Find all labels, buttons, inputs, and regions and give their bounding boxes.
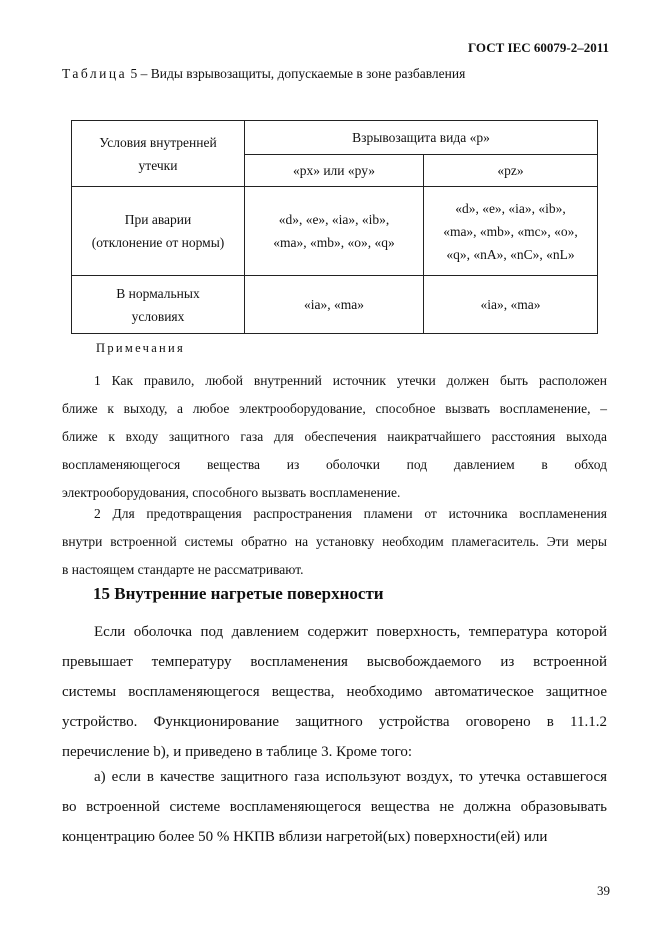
cell-px: «ia», «ma»: [245, 276, 424, 334]
cell-pz-line3: «q», «nA», «nC», «nL»: [446, 246, 575, 262]
header-cell-group: Взрывозащита вида «р»: [245, 121, 598, 155]
section-heading: 15 Внутренние нагретые поверхности: [93, 584, 384, 603]
table-caption-label: Таблица: [62, 66, 128, 81]
table-row: [72, 187, 598, 276]
subheader-cell-px: «рх» или «ру»: [245, 155, 424, 187]
cell-condition-line1: При аварии: [124, 212, 192, 227]
cell-condition: [72, 276, 245, 334]
note-1-line: ближе к входу защитного газа для обеспечения наикратчайшего расстояния выхода: [62, 429, 607, 444]
cell-px-line2: «ma», «mb», «o», «q»: [273, 235, 395, 250]
notes-heading: Примечания: [96, 341, 186, 355]
paragraph-1: [62, 617, 607, 767]
document-header: ГОСТ IEC 60079-2–2011: [467, 40, 609, 55]
header-cell-conditions: [72, 121, 245, 187]
note-2: [62, 500, 607, 584]
header-conditions-line1: Условия внутренней: [99, 134, 217, 150]
paragraph-1-line: перечисление b), и приведено в таблице 3. Кроме того:: [62, 744, 413, 760]
cell-condition-line2: условиях: [131, 308, 185, 324]
note-1-line: ближе к выходу, а любое электрооборудование, способное вызвать воспламенение, –: [62, 401, 607, 416]
note-1-line: воспламеняющегося вещества из оболочки под давлением в обход: [62, 457, 607, 472]
protection-types-table: [71, 120, 598, 334]
paragraph-2: [62, 762, 607, 852]
paragraph-1-line: превышает температуру воспламенения высвобождаемого из встроенной: [62, 654, 607, 670]
note-1: [62, 367, 607, 507]
note-1-line: электрооборудования, способного вызвать воспламенение.: [62, 485, 401, 500]
paragraph-2-line: а) если в качестве защитного газа используют воздух, то утечка оставшегося: [94, 769, 607, 785]
paragraph-1-line: системы воспламеняющегося вещества, необходимо автоматическое защитное: [62, 684, 607, 700]
note-2-line: в настоящем стандарте не рассматривают.: [62, 562, 304, 577]
cell-pz: «ia», «ma»: [424, 276, 598, 334]
cell-pz-line1: «d», «e», «ia», «ib»,: [455, 200, 566, 216]
subheader-cell-pz: «pz»: [424, 155, 598, 187]
table-caption-text: – Виды взрывозащиты, допускаемые в зоне разбавления: [137, 66, 466, 81]
table-caption: [62, 66, 465, 82]
cell-pz-line2: «ma», «mb», «mc», «o»,: [443, 223, 578, 239]
paragraph-1-line: Если оболочка под давлением содержит поверхность, температура которой: [94, 624, 607, 640]
table-row: [72, 276, 598, 334]
note-2-line: 2 Для предотвращения распространения пламени от источника воспламенения: [94, 506, 607, 521]
paragraph-2-line: концентрацию более 50 % НКПВ вблизи нагретой(ых) поверхности(ей) или: [62, 829, 548, 845]
table-caption-number: 5: [130, 66, 138, 81]
cell-px-line1: «d», «e», «ia», «ib»,: [278, 212, 390, 227]
cell-condition-line1: В нормальных: [116, 285, 200, 301]
page-number: 39: [597, 883, 610, 898]
paragraph-2-line: во встроенной системе воспламеняющегося вещества не должна образовывать: [62, 799, 607, 815]
note-1-line: 1 Как правило, любой внутренний источник утечки должен быть расположен: [94, 373, 607, 388]
paragraph-1-line: устройство. Функционирование защитного устройства оговорено в 11.1.2: [62, 714, 607, 730]
table-header-row: [72, 121, 598, 155]
cell-condition-line2: (отклонение от нормы): [91, 235, 225, 250]
cell-pz: [424, 187, 598, 276]
header-conditions-line2: утечки: [138, 157, 178, 173]
cell-condition: [72, 187, 245, 276]
cell-px: [245, 187, 424, 276]
note-2-line: внутри встроенной системы обратно на установку необходим пламегаситель. Эти меры: [62, 534, 607, 549]
